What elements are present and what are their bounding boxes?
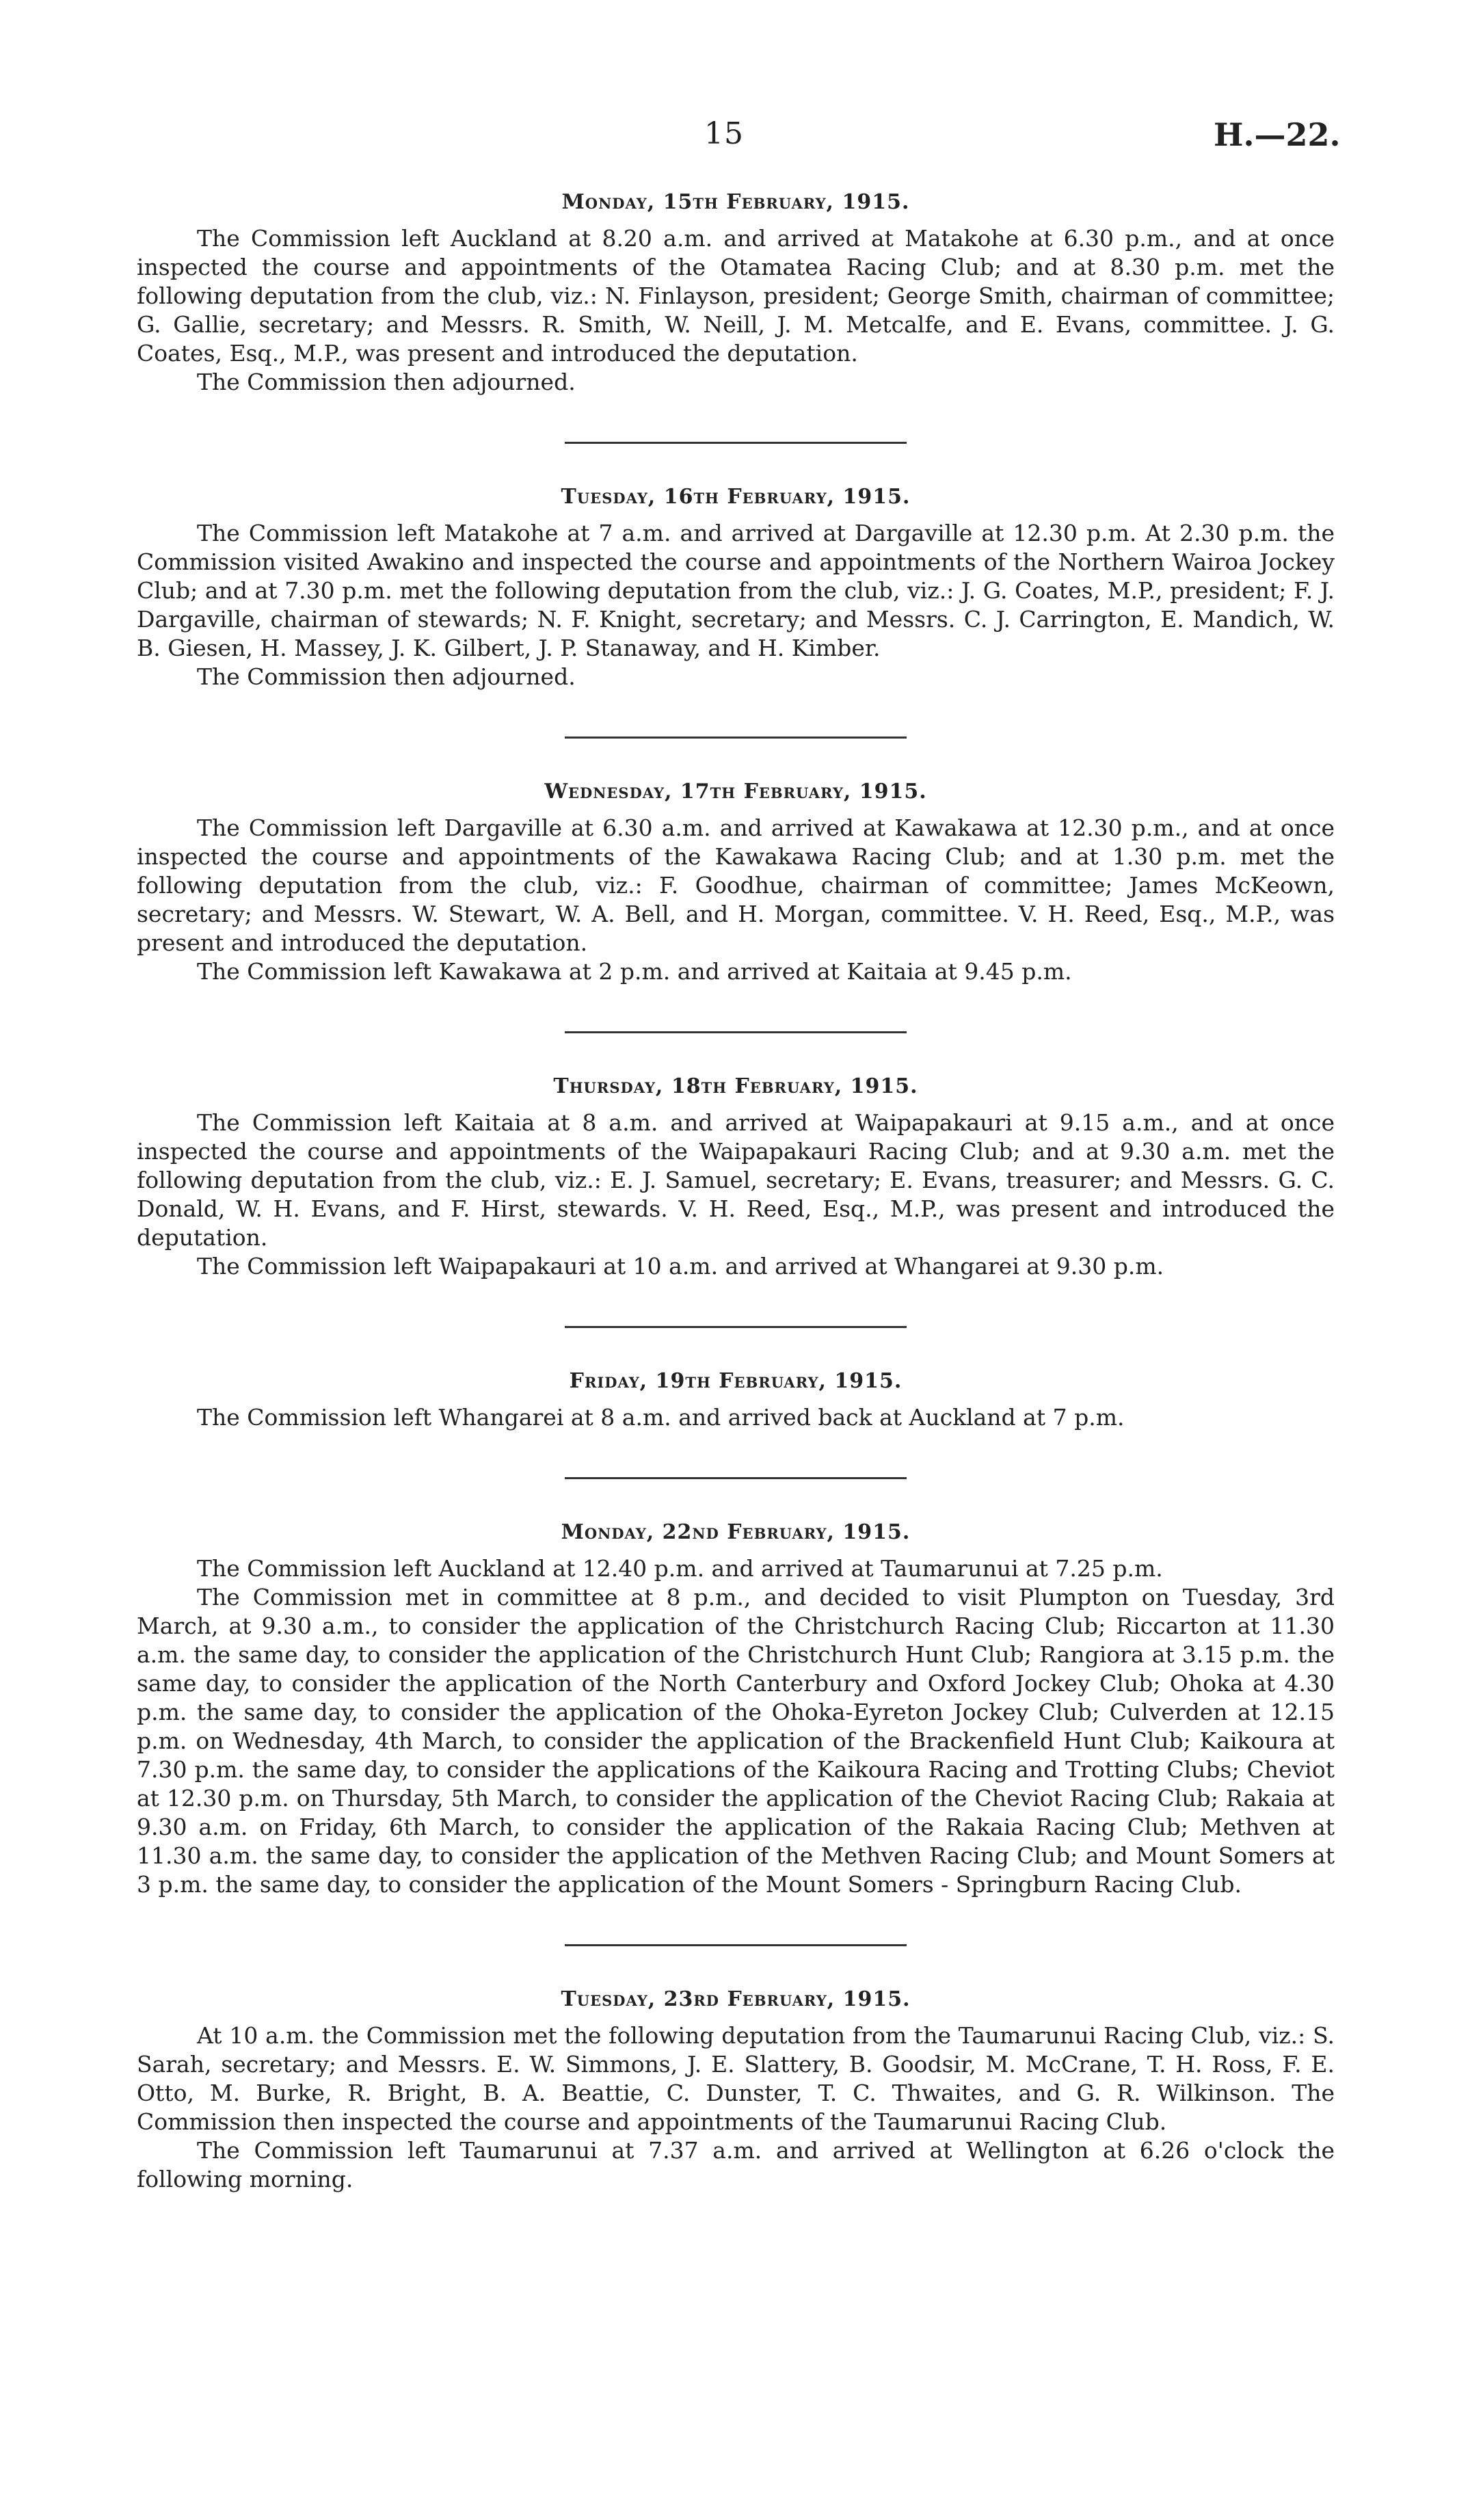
entry-heading: Monday, 22nd February, 1915. [561, 1520, 911, 1544]
entry-heading: Tuesday, 16th February, 1915. [561, 485, 911, 509]
entry-heading: Friday, 19th February, 1915. [569, 1369, 903, 1393]
entry-paragraph: The Commission left Waipapakauri at 10 a.m. and arrived at Whangarei at 9.30 p.m. [197, 1253, 1164, 1279]
entry-paragraph: The Commission left Matakohe at 7 a.m. and arrived at Dargaville at 12.30 p.m. At 2.30 p.m. the Commission visited Awakino and inspected the course and appointments of the Northern Wairoa Jockey Club; and at 7.30 p.m. met the following deputation from the club, viz.: J. G. Coates, M.P., president; F. J. Dargaville, chairman of stewards; N. F. Knight, secretary; and Messrs. C. J. Carrington, E. Mandich, W. B. Giesen, H. Massey, J. K. Gilbert, J. P. Stanaway, and H. Kimber. [137, 520, 1335, 661]
document-body [137, 189, 1335, 2194]
entry-tuesday-23rd [137, 1986, 1335, 2194]
section-divider [565, 737, 907, 739]
entry-paragraph: The Commission left Dargaville at 6.30 a.m. and arrived at Kawakawa at 12.30 p.m., and at once inspected the course and appointments of the Kawakawa Racing Club; and at 1.30 p.m. met the following deputation from the club, viz.: F. Goodhue, chairman of committee; James McKeown, secretary; and Messrs. W. Stewart, W. A. Bell, and H. Morgan, committee. V. H. Reed, Esq., M.P., was present and introduced the deputation. [137, 814, 1335, 956]
entry-heading: Wednesday, 17th February, 1915. [544, 780, 927, 804]
entry-friday-19th [137, 1368, 1335, 1432]
entry-monday-22nd [137, 1519, 1335, 1899]
entry-heading: Tuesday, 23rd February, 1915. [561, 1987, 911, 2011]
entry-paragraph: The Commission left Kawakawa at 2 p.m. and arrived at Kaitaia at 9.45 p.m. [197, 958, 1072, 985]
entry-paragraph: The Commission left Whangarei at 8 a.m. and arrived back at Auckland at 7 p.m. [197, 1404, 1125, 1431]
section-divider [565, 1944, 907, 1946]
section-divider [565, 1031, 907, 1033]
entry-paragraph: The Commission met in committee at 8 p.m., and decided to visit Plumpton on Tuesday, 3rd March, at 9.30 a.m., to consider the application of the Christchurch Racing Club; Riccarton at 11.30 a.m. the same day, to consider the application of the Christchurch Hunt Club; Rangiora at 3.15 p.m. the same day, to consider the application of the North Canterbury and Oxford Jockey Club; Ohoka at 4.30 p.m. the same day, to consider the application of the Ohoka-Eyreton Jockey Club; Culverden at 12.15 p.m. on Wednesday, 4th March, to consider the application of the Brackenfield Hunt Club; Kaikoura at 7.30 p.m. the same day, to consider the applications of the Kaikoura Racing and Trotting Clubs; Cheviot at 12.30 p.m. on Thursday, 5th March, to consider the application of the Cheviot Racing Club; Rakaia at 9.30 a.m. on Friday, 6th March, to consider the application of the Rakaia Racing Club; Methven at 11.30 a.m. the same day, to consider the application of the Methven Racing Club; and Mount Somers at 3 p.m. the same day, to consider the application of the Mount Somers - Springburn Racing Club. [137, 1584, 1335, 1898]
document-reference: H.—22. [1214, 116, 1341, 153]
entry-wednesday-17th [137, 778, 1335, 986]
page-number: 15 [704, 116, 744, 151]
section-divider [565, 1326, 907, 1328]
entry-heading: Monday, 15th February, 1915. [561, 190, 910, 214]
section-divider [565, 442, 907, 444]
entry-paragraph: The Commission left Auckland at 12.40 p.m. and arrived at Taumarunui at 7.25 p.m. [197, 1555, 1163, 1582]
section-divider [565, 1477, 907, 1479]
entry-paragraph: The Commission left Taumarunui at 7.37 a.m. and arrived at Wellington at 6.26 o'clock the following morning. [137, 2137, 1335, 2192]
entry-tuesday-16th [137, 483, 1335, 691]
entry-paragraph: The Commission left Auckland at 8.20 a.m. and arrived at Matakohe at 6.30 p.m., and at once inspected the course and appointments of the Otamatea Racing Club; and at 8.30 p.m. met the following deputation from the club, viz.: N. Finlayson, president; George Smith, chairman of committee; G. Gallie, secretary; and Messrs. R. Smith, W. Neill, J. M. Metcalfe, and E. Evans, committee. J. G. Coates, Esq., M.P., was present and introduced the deputation. [137, 225, 1335, 367]
entry-paragraph: The Commission left Kaitaia at 8 a.m. and arrived at Waipapakauri at 9.15 a.m., and at once inspected the course and appointments of the Waipapakauri Racing Club; and at 9.30 a.m. met the following deputation from the club, viz.: E. J. Samuel, secretary; E. Evans, treasurer; and Messrs. G. C. Donald, W. H. Evans, and F. Hirst, stewards. V. H. Reed, Esq., M.P., was present and introduced the deputation. [137, 1109, 1335, 1251]
entry-paragraph: At 10 a.m. the Commission met the following deputation from the Taumarunui Racing Club, viz.: S. Sarah, secretary; and Messrs. E. W. Simmons, J. E. Slattery, B. Goodsir, M. McCrane, T. H. Ross, F. E. Otto, M. Burke, R. Bright, B. A. Beattie, C. Dunster, T. C. Thwaites, and G. R. Wilkinson. The Commission then inspected the course and appointments of the Taumarunui Racing Club. [137, 2022, 1335, 2135]
entry-monday-15th [137, 189, 1335, 397]
entry-thursday-18th [137, 1073, 1335, 1281]
entry-heading: Thursday, 18th February, 1915. [553, 1074, 918, 1098]
entry-paragraph: The Commission then adjourned. [197, 369, 576, 395]
entry-paragraph: The Commission then adjourned. [197, 663, 576, 690]
